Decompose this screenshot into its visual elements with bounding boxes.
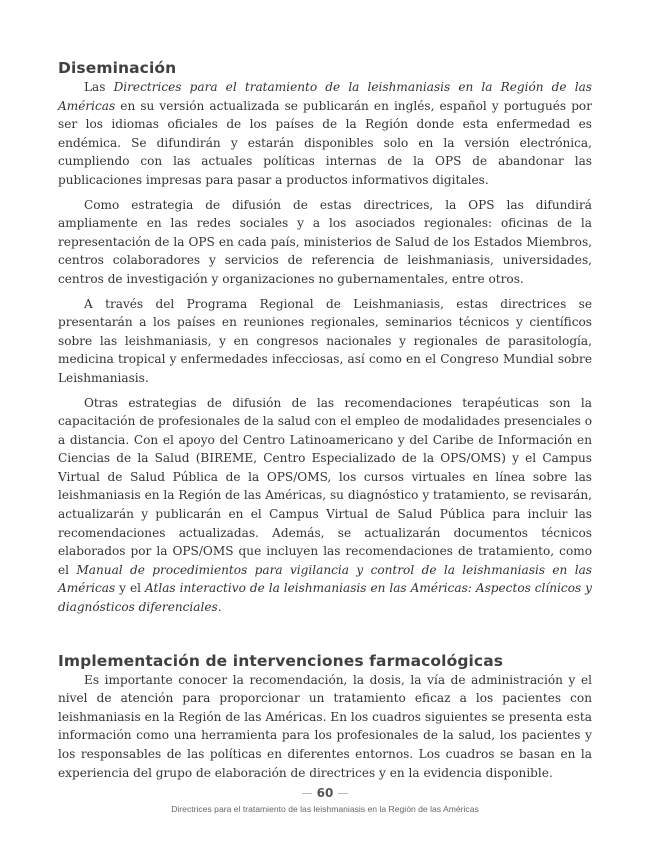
publication-title: Directrices para el tratamiento de la leishmaniasis en la Región de las Américas (58, 80, 592, 113)
publication-title: Atlas interactivo de la leishmaniasis en las Américas: Aspectos clínicos y diagnósticos diferenciales (58, 581, 592, 615)
publication-title: Manual de procedimientos para vigilancia y control de la leishmaniasis en las Américas (58, 562, 592, 596)
page-content (58, 58, 592, 782)
section-implementacion (58, 651, 592, 783)
paragraph: A través del Programa Regional de Leishmaniasis, estas directrices se presentarán a los países en reuniones regionales, seminarios técnicos y científicos sobre las leishmaniasis, y en congresos nacionales y regionales de parasitología, medicina tropical y enfermedades infecciosas, así como en el Congreso Mundial sobre Leishmaniasis. (58, 296, 592, 385)
page-number-text: 60 (316, 786, 334, 800)
divider (338, 793, 348, 794)
paragraph-text: Las (84, 80, 114, 94)
paragraph-text: y el (115, 581, 145, 596)
section-heading: Diseminación (58, 59, 177, 77)
running-head: Directrices para el tratamiento de las leishmaniasis en la Región de las Américas (171, 804, 479, 814)
page-number (0, 786, 650, 800)
divider (302, 793, 312, 794)
paragraph: Es importante conocer la recomendación, la dosis, la vía de administración y el nivel de atención para proporcionar un tratamiento eficaz a los pacientes con leishmaniasis en la Región de las Américas. En los cuadros siguientes se presenta esta información como una herramienta para los profesionales de la salud, los pacientes y los responsables de las políticas en diferentes entornos. Los cuadros se basan en la experiencia del grupo de elaboración de directrices y en la evidencia disponible. (58, 672, 592, 780)
section-heading: Implementación de intervenciones farmacológicas (58, 651, 504, 670)
paragraph-text: en su versión actualizada se publicarán en inglés, español y portugués por ser los idiomas oficiales de los países de la Región donde esta enfermedad es endémica. Se difundirán y estarán disponibles solo en la versión electrónica, cumpliendo con las actuales políticas internas de la OPS de abandonar las publicaciones impresas para pasar a productos informativos digitales. (58, 98, 592, 187)
paragraph: Como estrategia de difusión de estas directrices, la OPS las difundirá ampliamente en las redes sociales y a los asociados regionales: oficinas de la representación de la OPS en cada país, ministerios de Salud de los Estados Miembros, centros colaboradores y servicios de referencia de leishmaniasis, universidades, centros de investigación y organizaciones no gubernamentales, entre otros. (58, 197, 592, 286)
paragraph (58, 394, 592, 617)
paragraph-text: . (217, 600, 222, 615)
section-diseminacion (58, 58, 592, 617)
paragraph-text: Otras estrategias de difusión de las recomendaciones terapéuticas son la capacitación de profesionales de la salud con el empleo de modalidades presenciales o a distancia. Con el apoyo del Centro Latinoamericano y del Caribe de Información en Ciencias de la Salud (BIREME, Centro Especializado de la OPS/OMS) y el Campus Virtual de Salud Pública de la OPS/OMS, los cursos virtuales en línea sobre las leishmaniasis en la Región de las Américas, su diagnóstico y tratamiento, se revisarán, actualizarán y publicarán en el Campus Virtual de Salud Pública para incluir las recomendaciones actualizadas. Además, se actualizarán documentos técnicos elaborados por la OPS/OMS que incluyen las recomendaciones de tratamiento, como el (58, 395, 592, 577)
paragraph (58, 78, 592, 190)
